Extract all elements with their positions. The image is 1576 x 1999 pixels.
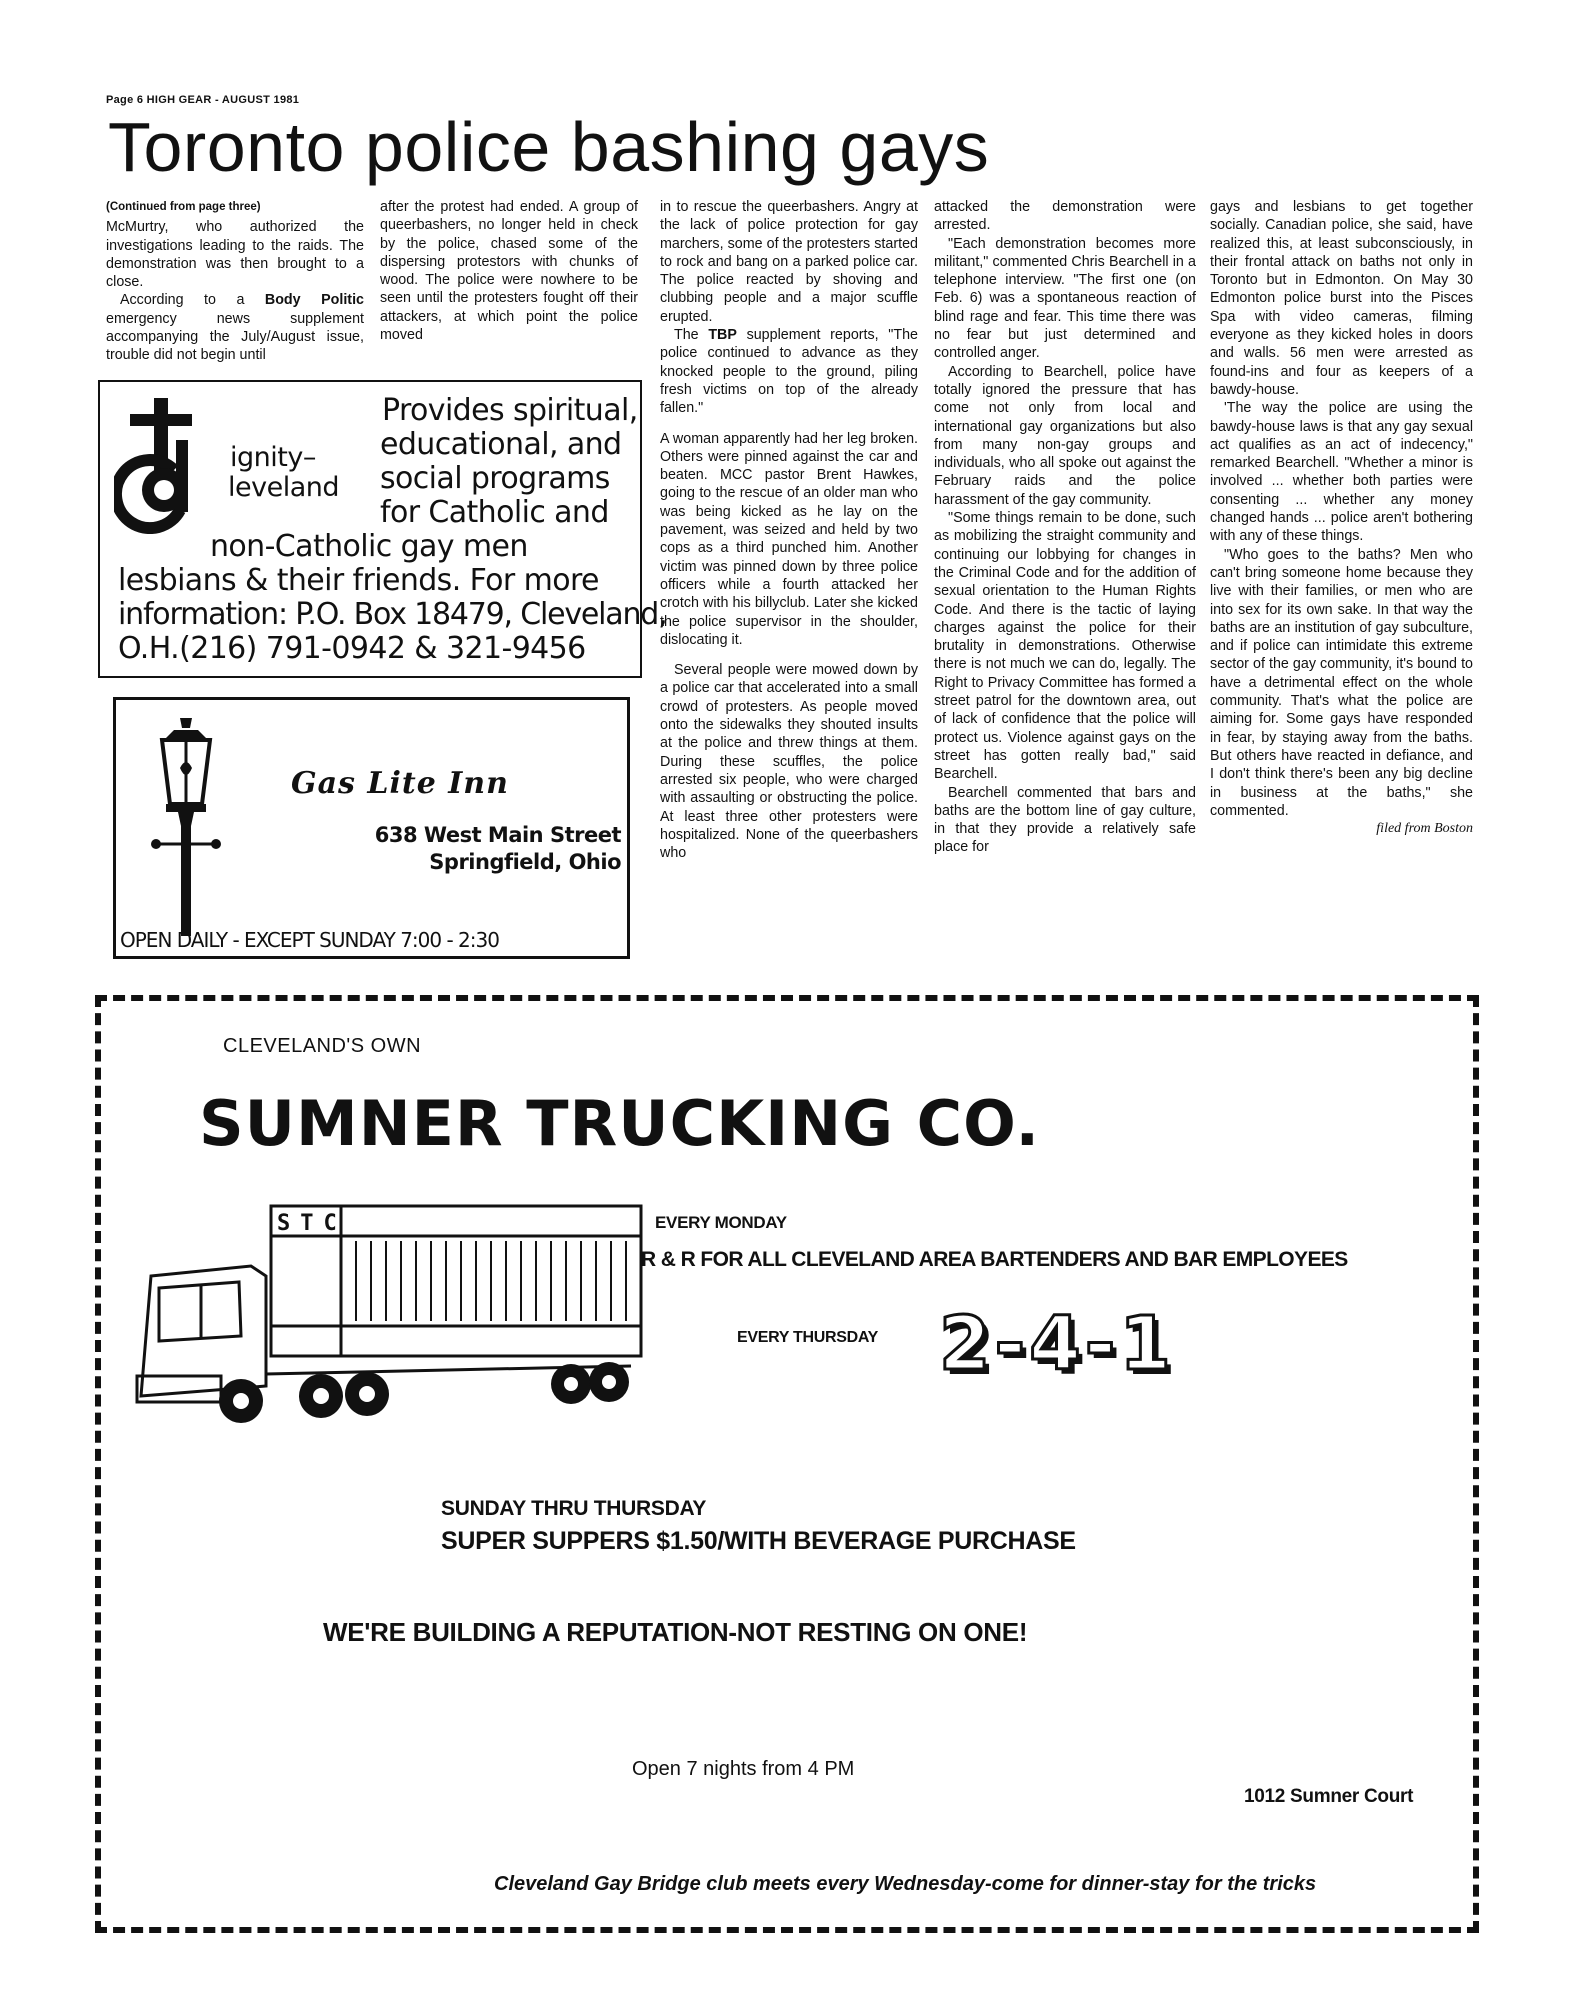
- paragraph: "Some things remain to be done, such as mobilizing the straight community and continuing our lobbying for changes in the Criminal Code and for the addition of sexual orientation to the Human Rights Code. And there is the tactic of laying charges against the police for their brutality in demonstrations. Otherwise there is not much we can do, legally. The Right to Privacy Committee has formed a street patrol for the downtown area, out of lack of confidence that the police will protect us. Violence against gays on the street has gotten really bad," said Bearchell.: [934, 510, 1196, 783]
- dignity-logo-icon: [114, 394, 234, 534]
- article-column-3: [660, 198, 918, 862]
- lamp-post-icon: [136, 708, 236, 943]
- sumner-trucking-ad: [95, 995, 1479, 1933]
- page-folio: Page 6 HIGH GEAR - AUGUST 1981: [106, 94, 300, 106]
- dignity-cleveland-ad: [98, 380, 667, 678]
- ad-text-line: Provides spiritual,: [382, 393, 638, 428]
- article-column-1: [106, 198, 364, 365]
- slogan: WE'RE BUILDING A REPUTATION-NOT RESTING ON ONE!: [323, 1617, 1028, 1647]
- gas-lite-inn-name: Gas Lite Inn: [291, 766, 509, 801]
- article-column-5: [1210, 198, 1473, 838]
- two-for-one-graphic: 2-4-1: [939, 1301, 1175, 1387]
- ad-text-line: social programs: [380, 461, 610, 496]
- continued-note: (Continued from page three): [106, 201, 261, 213]
- byline: filed from Boston: [1376, 821, 1473, 837]
- sumner-address: 1012 Sumner Court: [1244, 1786, 1414, 1807]
- dignity-logo-name-line-2: leveland: [228, 472, 340, 503]
- article-column-2: [380, 198, 638, 344]
- truck-icon: [131, 1196, 651, 1446]
- paragraph: "Who goes to the baths? Men who can't bring someone home because they live with their families, or men who are into sex for its own sake. In that way the baths are an institution of gay subculture, and if police can intimidate this extreme sector of the gay community, it's bound to have a detrimental effect on the whole community. That's what the police are aiming for. Some gays have responded in fear, by staying away from the baths. But others have reacted in defiance, and I don't think there's been any big decline in business at the baths," she commented.: [1210, 546, 1473, 819]
- ad-text-line: non-Catholic gay men: [210, 529, 528, 564]
- bridge-club-note: Cleveland Gay Bridge club meets every Wednesday-come for dinner-stay for the tricks: [494, 1873, 1317, 1895]
- days-label: SUNDAY THRU THURSDAY: [441, 1497, 707, 1520]
- paragraph: A woman apparently had her leg broken. Others were pinned against the car and beaten. MCC pastor Brent Hawkes, going to the rescue of an older man who was being kicked as he lay on the pavement, was seized and held by two cops as a third punched him. Another victim was pinned down by three police officers while a fourth attacked her crotch with his billyclub. Later she kicked the police supervisor in the shoulder, dislocating it.: [660, 430, 918, 648]
- gas-lite-inn-ad: [113, 697, 630, 959]
- ad-text-line: educational, and: [380, 427, 622, 462]
- paragraph: attacked the demonstration were arrested.: [934, 199, 1196, 234]
- ad-text-line: for Catholic and: [380, 495, 609, 530]
- paragraph: According to a Body Politic emergency news supplement accompanying the July/August issue, trouble did not begin until: [106, 292, 364, 364]
- headline: Toronto police bashing gays: [108, 108, 990, 186]
- paragraph: According to Bearchell, police have totally ignored the pressure that has come not only from local and international gay organizations but also from many non-gay groups and individuals, who all spoke out against the February raids and the police harassment of the gay community.: [934, 363, 1196, 508]
- ad-text-line: O.H.(216) 791-0942 & 321-9456: [118, 631, 586, 666]
- paragraph: after the protest had ended. A group of queerbashers, no longer held in check by the police, chased some of the dispersing protestors with chunks of wood. The police were nowhere to be seen until the protesters fought off their attackers, at which point the police moved: [380, 199, 638, 344]
- paragraph: Bearchell commented that bars and baths are the bottom line of gay culture, in that they provide a relatively safe place for: [934, 784, 1196, 856]
- monday-offer: R & R FOR ALL CLEVELAND AREA BARTENDERS AND BAR EMPLOYEES: [641, 1248, 1348, 1271]
- every-monday-label: EVERY MONDAY: [655, 1213, 787, 1232]
- ad-text-line: lesbians & their friends. For more: [118, 563, 599, 598]
- open-hours: Open 7 nights from 4 PM: [632, 1758, 855, 1780]
- paragraph: Several people were mowed down by a police car that accelerated into a small crowd of protesters. As people moved onto the sidewalks they shouted insults at the police and threw things at them. During these scuffles, the police arrested six people, who were charged with assaulting or obstructing the police. At least three other protesters were hospitalized. None of the queerbashers who: [660, 662, 918, 862]
- dignity-logo-name-line-1: ignity–: [230, 442, 316, 473]
- truck-logo-text: STC: [277, 1211, 347, 1236]
- ad-tagline: CLEVELAND'S OWN: [223, 1035, 422, 1057]
- article-column-4: [934, 198, 1196, 857]
- paragraph: The TBP supplement reports, "The police continued to advance as they knocked people to the ground, piling fresh victims on top of the already fallen.": [660, 327, 919, 417]
- paragraph: 'The way the police are using the bawdy-house laws is that any gay sexual act qualifies as an act of indecency," remarked Bearchell. "Whether a minor is involved ... whether both parties were consenting ... whether any money changed hands ... police aren't bothering with any of these things.: [1210, 400, 1473, 545]
- paragraph: gays and lesbians to get together socially. Canadian police, she said, have realized this, at least subconsciously, in their frontal attack on baths not only in Toronto but in Edmonton. On May 30 Edmonton police burst into the Pisces Spa with video cameras, filming everyone as they kicked holes in doors and walls. 56 men were arrested as found-ins and four as keepers of a bawdy-house.: [1210, 199, 1473, 398]
- gas-lite-city: Springfield, Ohio: [429, 850, 621, 874]
- ad-text-line: information: P.O. Box 18479, Cleveland,: [118, 597, 667, 632]
- every-thursday-label: EVERY THURSDAY: [737, 1329, 879, 1346]
- paragraph: in to rescue the queerbashers. Angry at the lack of police protection for gay marchers, some of the protesters started to rock and bang on a parked police car. The police reacted by shoving and clubbing people and a major scuffle erupted.: [660, 199, 918, 325]
- gas-lite-hours: OPEN DAILY - EXCEPT SUNDAY 7:00 - 2:30: [120, 928, 499, 952]
- gas-lite-street: 638 West Main Street: [374, 823, 621, 847]
- paragraph: McMurtry, who authorized the investigations leading to the raids. The demonstration was then brought to a close.: [106, 219, 364, 291]
- super-suppers-offer: SUPER SUPPERS $1.50/WITH BEVERAGE PURCHASE: [441, 1527, 1076, 1555]
- sumner-trucking-name: SUMNER TRUCKING CO.: [199, 1087, 1041, 1160]
- paragraph: "Each demonstration becomes more militant," commented Chris Bearchell in a telephone interview. "The first one (on Feb. 6) was a spontaneous reaction of blind rage and fear. This time there was no fear but just determined and controlled anger.: [934, 235, 1196, 362]
